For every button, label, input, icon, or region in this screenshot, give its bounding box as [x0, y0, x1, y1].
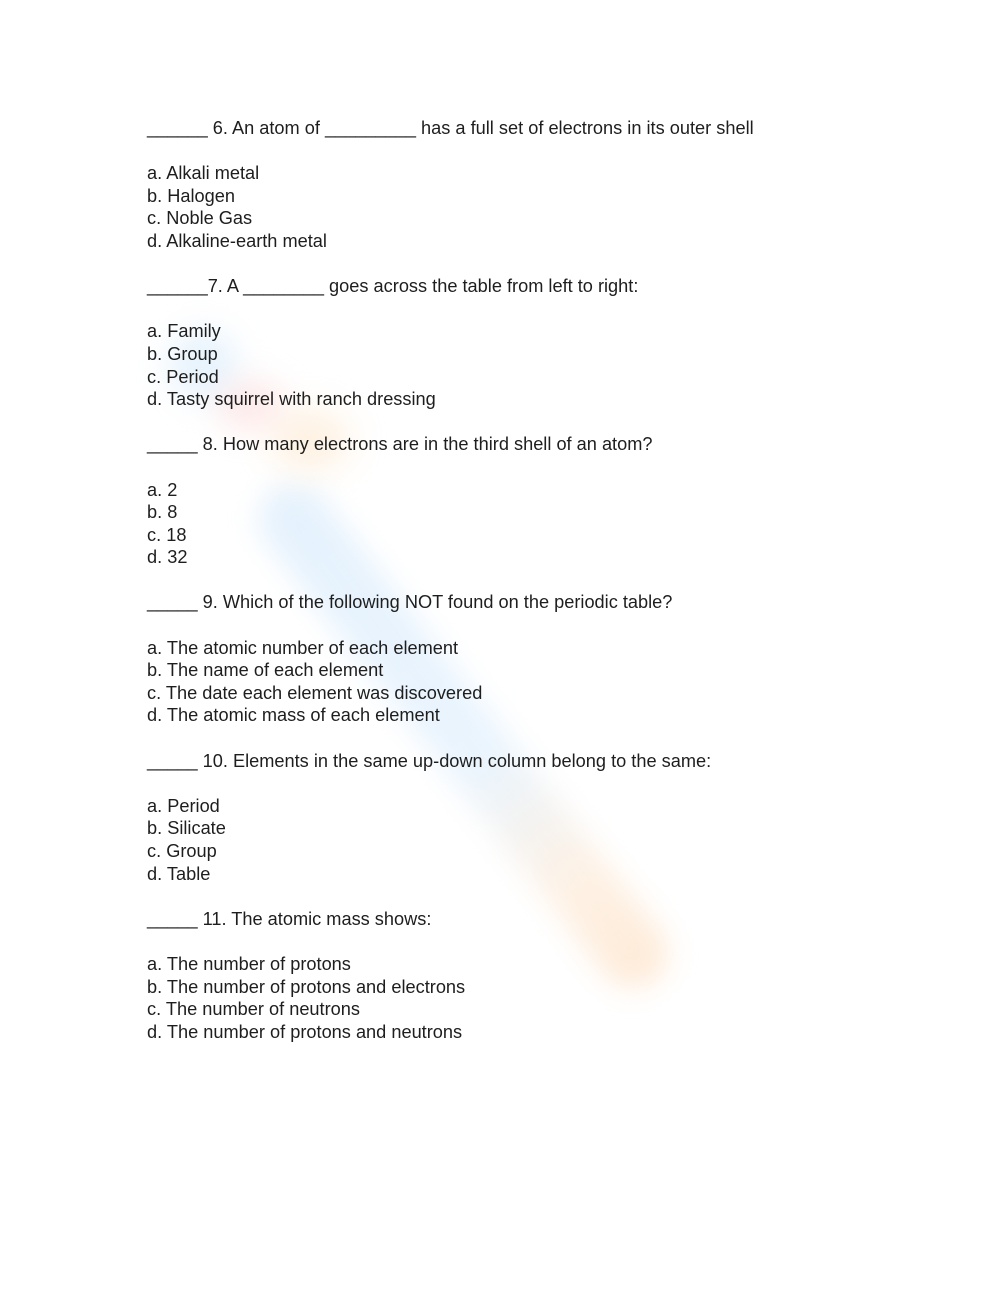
option: b. 8 [147, 502, 178, 523]
option-list [147, 479, 867, 569]
option: d. Tasty squirrel with ranch dressing [147, 389, 436, 410]
option: b. Silicate [147, 818, 226, 839]
option: a. Period [147, 795, 220, 816]
option: c. Group [147, 841, 217, 861]
question-block-6 [147, 117, 867, 253]
question-text: _____ 10. Elements in the same up-down column belong to the same: [147, 750, 712, 771]
option: c. Period [147, 366, 219, 387]
option: d. Alkaline-earth metal [147, 230, 327, 251]
worksheet [147, 117, 867, 1066]
question-text: ______7. A ________ goes across the table from left to right: [147, 276, 639, 297]
option-list [147, 162, 867, 252]
question-block-11 [147, 908, 867, 1044]
option: b. The number of protons and electrons [147, 976, 466, 997]
option: a. Family [147, 321, 221, 342]
option: d. 32 [147, 547, 188, 568]
option-list [147, 795, 867, 885]
option: b. Group [147, 343, 218, 364]
option: a. Alkali metal [147, 163, 260, 184]
option: b. Halogen [147, 185, 235, 206]
question-text: _____ 9. Which of the following NOT found on the periodic table? [147, 592, 673, 613]
option: c. Noble Gas [147, 208, 253, 229]
option: d. The number of protons and neutrons [147, 1021, 463, 1042]
option: c. The number of neutrons [147, 999, 360, 1020]
option-list [147, 953, 867, 1043]
option: d. Table [147, 863, 211, 884]
option-list [147, 637, 867, 727]
question-block-7 [147, 275, 867, 411]
question-text: _____ 11. The atomic mass shows: [147, 908, 432, 929]
question-block-9 [147, 591, 867, 727]
option: c. The date each element was discovered [147, 682, 483, 703]
question-block-10 [147, 750, 867, 886]
option: a. The number of protons [147, 953, 351, 974]
option: d. The atomic mass of each element [147, 705, 440, 726]
option: a. 2 [147, 479, 178, 500]
question-text: ______ 6. An atom of _________ has a full set of electrons in its outer shell [147, 118, 754, 138]
option-list [147, 320, 867, 410]
option: c. 18 [147, 524, 187, 545]
question-text: _____ 8. How many electrons are in the third shell of an atom? [147, 434, 653, 455]
option: b. The name of each element [147, 660, 384, 681]
option: a. The atomic number of each element [147, 637, 459, 658]
question-block-8 [147, 433, 867, 569]
